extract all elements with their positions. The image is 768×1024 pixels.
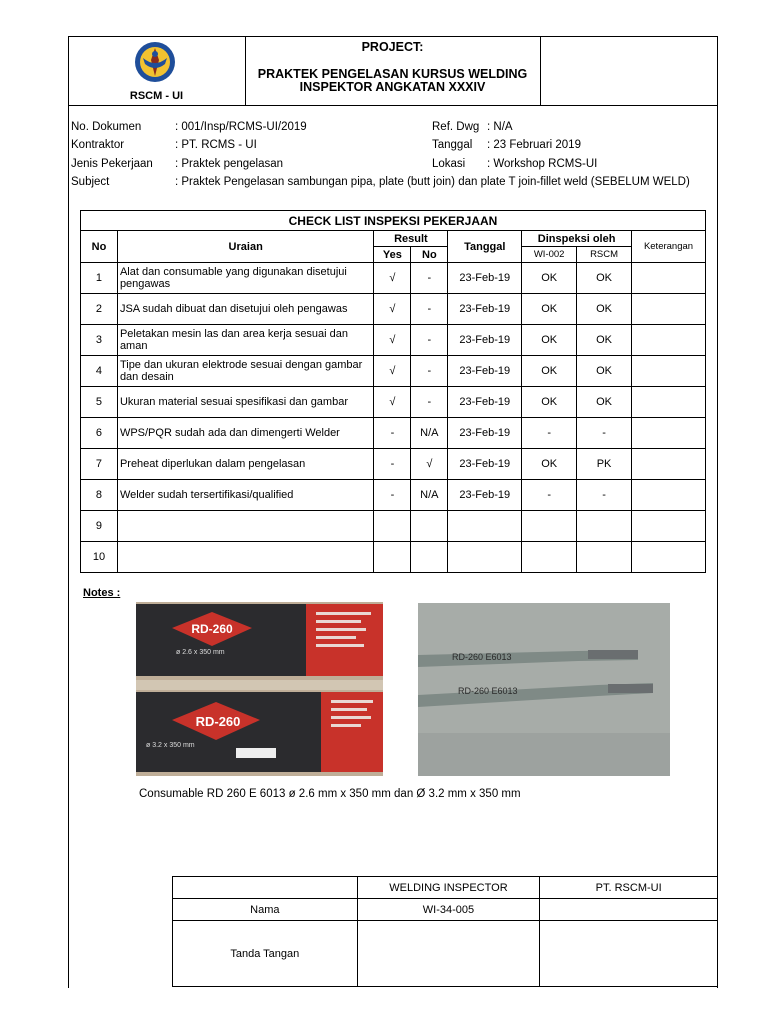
row-yes: √ [374, 263, 411, 294]
row-keterangan [632, 449, 706, 480]
signature-ttd-company [540, 921, 718, 987]
electrode-rod-image [418, 603, 670, 776]
row-no: 4 [81, 356, 118, 387]
table-row [81, 542, 706, 573]
col-wi-header: WI-002 [522, 247, 577, 263]
row-tanggal [448, 511, 522, 542]
signature-ttd-inspector [357, 921, 540, 987]
row-rscm: - [577, 418, 632, 449]
row-rscm: PK [577, 449, 632, 480]
jenis-pekerjaan-label: Jenis Pekerjaan [71, 158, 153, 170]
table-row [81, 294, 706, 325]
row-yes: √ [374, 325, 411, 356]
col-dinspeksi-header: Dinspeksi oleh [522, 231, 632, 247]
row-no: 7 [81, 449, 118, 480]
col-uraian-header: Uraian [117, 231, 373, 263]
rscm-ui-logo-icon [133, 40, 177, 84]
box-size-top: ø 2.6 x 350 mm [176, 649, 225, 656]
row-rscm: - [577, 480, 632, 511]
signature-col-inspector: WELDING INSPECTOR [357, 877, 540, 899]
row-tanggal: 23-Feb-19 [448, 387, 522, 418]
row-wi: OK [522, 449, 577, 480]
row-uraian: JSA sudah dibuat dan disetujui oleh pengawas [117, 294, 373, 325]
row-rscm [577, 511, 632, 542]
row-uraian [117, 511, 373, 542]
ref-dwg-value: : N/A [487, 121, 513, 133]
header-divider-right [540, 36, 541, 105]
row-yes: - [374, 418, 411, 449]
row-wi [522, 511, 577, 542]
signature-ttd-label: Tanda Tangan [173, 921, 358, 987]
row-no: 1 [81, 263, 118, 294]
row-tanggal [448, 542, 522, 573]
signature-col-company: PT. RSCM-UI [540, 877, 718, 899]
row-tanggal: 23-Feb-19 [448, 263, 522, 294]
box-brand-bottom: RD-260 [195, 714, 241, 729]
row-keterangan [632, 511, 706, 542]
box-brand-top: RD-260 [191, 622, 233, 636]
project-title-line2: INSPEKTOR ANGKATAN XXXIV [299, 80, 486, 94]
row-no-result: N/A [411, 418, 448, 449]
row-tanggal: 23-Feb-19 [448, 480, 522, 511]
rod-label-bottom: RD-260 E6013 [458, 686, 518, 696]
row-wi: OK [522, 294, 577, 325]
table-row [81, 449, 706, 480]
row-wi: OK [522, 387, 577, 418]
box-size-bottom: ø 3.2 x 350 mm [146, 742, 195, 749]
project-label: PROJECT: [361, 40, 424, 54]
kontraktor-label: Kontraktor [71, 139, 125, 151]
row-yes: - [374, 480, 411, 511]
row-keterangan [632, 263, 706, 294]
row-no: 3 [81, 325, 118, 356]
no-dokumen-label: No. Dokumen [71, 121, 142, 133]
rod-label-top: RD-260 E6013 [452, 652, 512, 662]
checklist-table [80, 210, 706, 573]
row-no-result: - [411, 294, 448, 325]
row-yes: - [374, 449, 411, 480]
tanggal-label: Tanggal [432, 139, 473, 151]
row-wi [522, 542, 577, 573]
header-divider [68, 105, 718, 106]
row-yes [374, 542, 411, 573]
row-keterangan [632, 542, 706, 573]
row-uraian: WPS/PQR sudah ada dan dimengerti Welder [117, 418, 373, 449]
row-uraian: Welder sudah tersertifikasi/qualified [117, 480, 373, 511]
table-row [81, 263, 706, 294]
table-row [81, 325, 706, 356]
row-keterangan [632, 294, 706, 325]
row-tanggal: 23-Feb-19 [448, 294, 522, 325]
row-uraian [117, 542, 373, 573]
table-row [81, 418, 706, 449]
row-uraian: Peletakan mesin las dan area kerja sesuai dan aman [117, 325, 373, 356]
subject-value: : Praktek Pengelasan sambungan pipa, plate (butt join) dan plate T join-fillet weld (SEBELUM WELD) [175, 176, 690, 188]
row-rscm: OK [577, 294, 632, 325]
row-yes [374, 511, 411, 542]
row-uraian: Ukuran material sesuai spesifikasi dan gambar [117, 387, 373, 418]
row-no-result: - [411, 356, 448, 387]
row-tanggal: 23-Feb-19 [448, 449, 522, 480]
table-row [81, 511, 706, 542]
row-keterangan [632, 387, 706, 418]
checklist-title: CHECK LIST INSPEKSI PEKERJAAN [81, 211, 706, 231]
row-tanggal: 23-Feb-19 [448, 356, 522, 387]
row-no: 8 [81, 480, 118, 511]
table-row [81, 387, 706, 418]
row-no-result: - [411, 263, 448, 294]
row-tanggal: 23-Feb-19 [448, 418, 522, 449]
col-no-result-header: No [411, 247, 448, 263]
row-no-result: - [411, 325, 448, 356]
row-yes: √ [374, 356, 411, 387]
row-no: 6 [81, 418, 118, 449]
col-rscm-header: RSCM [577, 247, 632, 263]
consumable-caption: Consumable RD 260 E 6013 ø 2.6 mm x 350 mm dan Ø 3.2 mm x 350 mm [139, 788, 521, 800]
lokasi-value: : Workshop RCMS-UI [487, 158, 598, 170]
subject-label: Subject [71, 176, 110, 188]
table-row [81, 480, 706, 511]
row-wi: OK [522, 325, 577, 356]
row-wi: OK [522, 356, 577, 387]
tanggal-value: : 23 Februari 2019 [487, 139, 581, 151]
row-rscm: OK [577, 387, 632, 418]
lokasi-label: Lokasi [432, 158, 466, 170]
row-no-result: N/A [411, 480, 448, 511]
row-keterangan [632, 480, 706, 511]
row-no-result: - [411, 387, 448, 418]
signature-nama-company [540, 899, 718, 921]
row-tanggal: 23-Feb-19 [448, 325, 522, 356]
row-keterangan [632, 325, 706, 356]
kontraktor-value: : PT. RCMS - UI [175, 139, 257, 151]
electrode-box-photo [136, 602, 383, 776]
row-rscm: OK [577, 325, 632, 356]
row-no-result [411, 511, 448, 542]
row-no-result: √ [411, 449, 448, 480]
electrode-box-image [136, 602, 383, 776]
row-keterangan [632, 356, 706, 387]
row-wi: - [522, 480, 577, 511]
row-no: 10 [81, 542, 118, 573]
row-no: 9 [81, 511, 118, 542]
row-no: 5 [81, 387, 118, 418]
col-no-header: No [81, 231, 118, 263]
row-yes: √ [374, 294, 411, 325]
row-rscm: OK [577, 356, 632, 387]
signature-table [172, 876, 718, 987]
row-uraian: Tipe dan ukuran elektrode sesuai dengan gambar dan desain [117, 356, 373, 387]
row-uraian: Preheat diperlukan dalam pengelasan [117, 449, 373, 480]
row-rscm: OK [577, 263, 632, 294]
col-keterangan-header: Keterangan [632, 231, 706, 263]
project-title-line1: PRAKTEK PENGELASAN KURSUS WELDING [257, 67, 528, 81]
row-keterangan [632, 418, 706, 449]
notes-label: Notes : [83, 587, 121, 599]
logo-caption: RSCM - UI [129, 90, 184, 102]
row-wi: - [522, 418, 577, 449]
table-row [81, 356, 706, 387]
jenis-pekerjaan-value: : Praktek pengelasan [175, 158, 284, 170]
signature-corner-cell [173, 877, 358, 899]
signature-nama-label: Nama [173, 899, 358, 921]
signature-nama-value: WI-34-005 [357, 899, 540, 921]
row-uraian: Alat dan consumable yang digunakan disetujui pengawas [117, 263, 373, 294]
col-result-header: Result [374, 231, 448, 247]
no-dokumen-value: : 001/Insp/RCMS-UI/2019 [175, 121, 307, 133]
row-no-result [411, 542, 448, 573]
row-no: 2 [81, 294, 118, 325]
row-wi: OK [522, 263, 577, 294]
electrode-rod-photo [418, 603, 670, 776]
row-rscm [577, 542, 632, 573]
row-yes: √ [374, 387, 411, 418]
ref-dwg-label: Ref. Dwg [432, 121, 480, 133]
col-yes-header: Yes [374, 247, 411, 263]
col-tanggal-header: Tanggal [448, 231, 522, 263]
